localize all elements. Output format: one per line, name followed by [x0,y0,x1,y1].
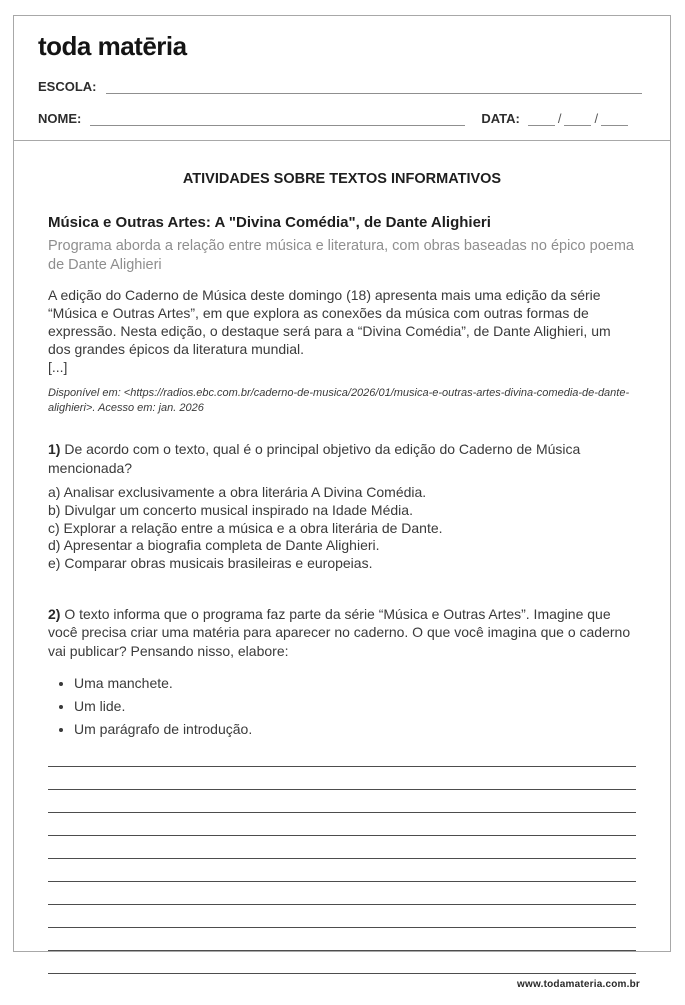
answer-line [48,836,636,859]
question-1-options [48,484,636,574]
date-year-blank [601,111,628,126]
answer-lines [48,744,636,974]
article-subtitle: Programa aborda a relação entre música e literatura, com obras baseadas no épico poema de Dante Alighieri [48,238,634,274]
answer-line [48,859,636,882]
name-label: NOME: [38,111,82,126]
article-body: A edição do Caderno de Música deste domingo (18) apresenta mais uma edição da série “Música e Outras Artes”, em que explora as conexões da música com outras formas de expressão. Nesta edição, o destaque será para a “Divina Comédia”, de Dante Alighieri, um dos grandes épicos da literatura mundial. [48,286,611,358]
date-day-blank [528,111,555,126]
school-blank-line [106,79,643,94]
worksheet-title: ATIVIDADES SOBRE TEXTOS INFORMATIVOS [182,171,502,187]
answer-line [48,951,636,974]
question-2-number: 2) [48,606,61,623]
bullet-item: • Um parágrafo de introdução. [74,721,636,739]
article-ellipsis: [...] [48,359,68,376]
answer-line [48,882,636,905]
article-headline: Música e Outras Artes: A "Divina Comédia", de Dante Alighieri [48,213,491,231]
school-field-row [38,79,642,94]
school-label: ESCOLA: [38,79,97,94]
question-2-text: 2) O texto informa que o programa faz parte da série “Música e Outras Artes”. Imagine que você precisa criar uma matéria para aparecer no caderno. O que você imagina que o caderno vai publicar? Pensando nisso, elabore: [48,606,631,659]
article-source-citation: Disponível em: <https://radios.ebc.com.br/caderno-de-musica/2026/01/musica-e-outras-artes-divina-comedia-de-dante-alighieri>. Acesso em: jan. 2026 [48,386,630,414]
answer-line [48,928,636,951]
option-e: e) Comparar obras musicais brasileiras e europeias. [48,555,373,572]
worksheet-footer [14,974,670,1005]
option-a: a) Analisar exclusivamente a obra literária A Divina Comédia. [48,483,427,500]
question-2 [48,605,636,738]
worksheet-header [14,16,670,126]
question-2-bullets [57,675,636,739]
name-blank-line [90,111,465,126]
answer-line [48,905,636,928]
name-date-field-row [38,111,642,126]
toda-materia-logo: toda matēria [38,31,187,61]
bullet-item: • Um lide. [74,698,636,716]
answer-line [48,767,636,790]
option-b: b) Divulgar um concerto musical inspirado na Idade Média. [48,501,413,518]
question-1-number: 1) [48,441,61,458]
worksheet-content [14,141,670,974]
question-1-text: 1) De acordo com o texto, qual é o principal objetivo da edição do Caderno de Música mencionada? [48,441,581,476]
answer-line [48,790,636,813]
answer-line [48,744,636,767]
question-1 [48,440,636,573]
option-d: d) Apresentar a biografia completa de Dante Alighieri. [48,537,380,554]
option-c: c) Explorar a relação entre a música e a obra literária de Dante. [48,519,443,536]
date-label: DATA: [481,111,520,126]
date-separator: / [594,111,599,126]
date-separator: / [557,111,562,126]
date-month-blank [564,111,591,126]
bullet-item: • Uma manchete. [74,675,636,693]
footer-url: www.todamateria.com.br [517,979,640,991]
worksheet-page [13,15,671,991]
answer-line [48,813,636,836]
